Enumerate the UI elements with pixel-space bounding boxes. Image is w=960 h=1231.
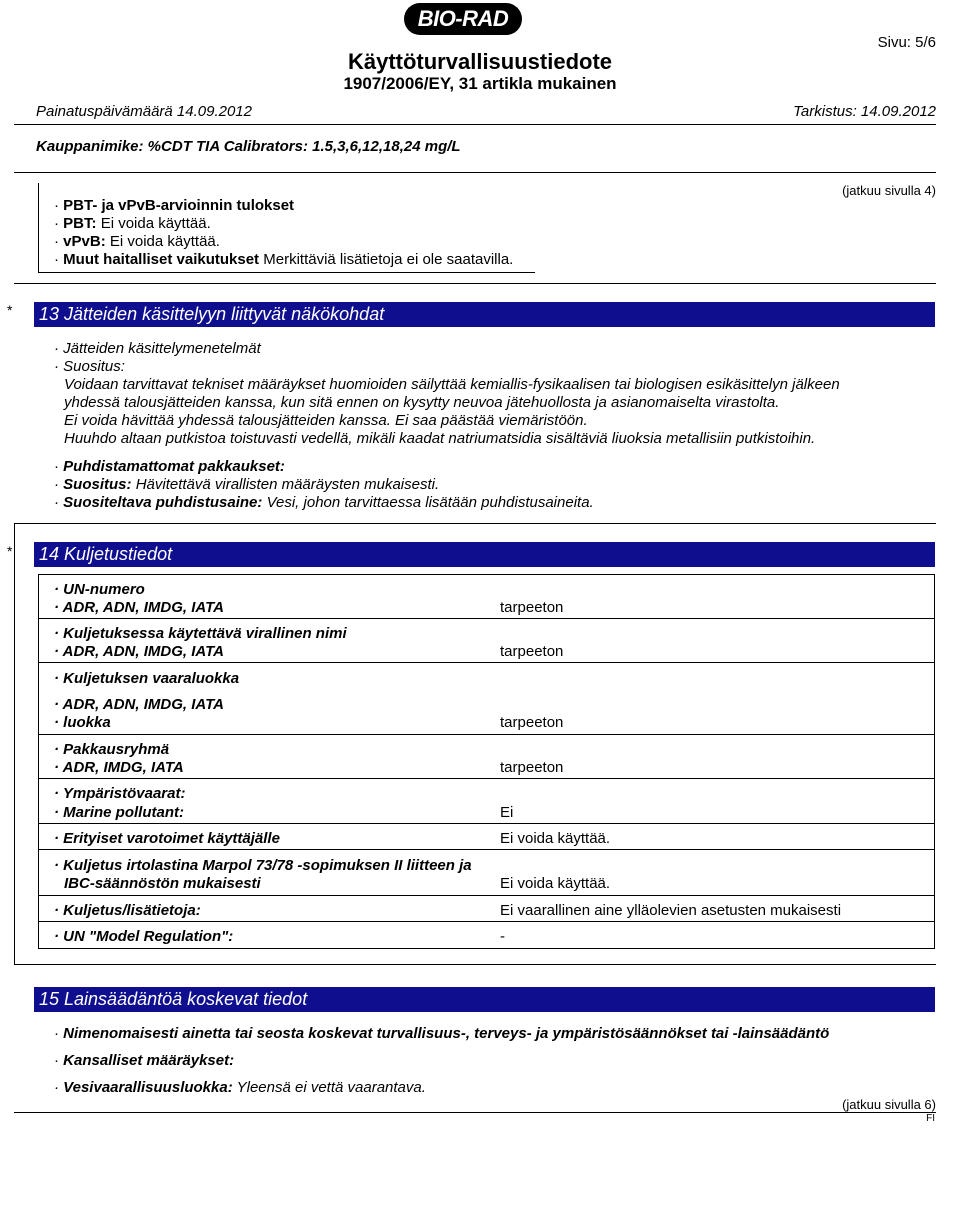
pg-adr-label: · ADR, IMDG, IATA <box>54 759 184 776</box>
additional-info-label: · Kuljetus/lisätietoja: <box>54 902 201 919</box>
product-name: Kauppanimike: %CDT TIA Calibrators: 1.5,3,6,12,18,24 mg/L <box>36 138 461 155</box>
water-hazard-class: · Vesivaarallisuusluokka: Yleensä ei vettä vaarantava. <box>54 1079 426 1096</box>
row-divider <box>38 618 935 619</box>
disposal-text-1: Voidaan tarvittavat tekniset määräykset huomioiden säilyttää kemiallis-fysikaalisen tai biologisen esikäsittelyn jälkeen <box>64 376 840 393</box>
row-divider <box>38 778 935 779</box>
regulations-line: · Nimenomaisesti ainetta tai seosta koskevat turvallisuus-, terveys- ja ympäristösäännökset tai -lainsäädäntö <box>54 1025 830 1042</box>
product-divider <box>14 172 936 173</box>
document-title: Käyttöturvallisuustiedote <box>347 49 613 74</box>
sec14-left-rule <box>14 523 15 964</box>
footer-rule <box>14 1112 936 1113</box>
row-divider <box>38 895 935 896</box>
hazard-class-label: · Kuljetuksen vaaraluokka <box>54 670 240 687</box>
bulk-transport-label-2: IBC-säännöstön mukaisesti <box>64 875 261 892</box>
section-15-header: 15 Lainsäädäntöä koskevat tiedot <box>34 987 935 1012</box>
pbt-bottom-rule <box>38 272 535 273</box>
revision-date: Tarkistus: 14.09.2012 <box>793 103 936 120</box>
name-adr-label: · ADR, ADN, IMDG, IATA <box>54 643 224 660</box>
row-divider <box>38 662 935 663</box>
sec13-marker: * <box>7 302 13 318</box>
un-number-label: · UN-numero <box>54 581 145 598</box>
model-regulation-value: - <box>500 928 505 945</box>
recommendation-label: · Suositus: <box>54 358 125 375</box>
vpvb-row: · vPvB: Ei voida käyttää. <box>54 233 220 250</box>
marine-pollutant-label: · Marine pollutant: <box>54 804 184 821</box>
un-adr-label: · ADR, ADN, IMDG, IATA <box>54 599 224 616</box>
other-effects-row: · Muut haitalliset vaikutukset Merkittäviä lisätietoja ei ole saatavilla. <box>54 251 514 268</box>
row-divider <box>38 849 935 850</box>
cleaning-agent: · Suositeltava puhdistusaine: Vesi, johon tarvittaessa lisätään puhdistusaineita. <box>54 494 594 511</box>
continued-to-note: (jatkuu sivulla 6) <box>842 1097 936 1112</box>
shipping-name-label: · Kuljetuksessa käytettävä virallinen nimi <box>54 625 347 642</box>
marine-pollutant-value: Ei <box>500 804 514 821</box>
bio-rad-logo: BIO-RAD <box>404 3 522 35</box>
continued-from-note: (jatkuu sivulla 4) <box>842 183 936 198</box>
sec13-top-rule <box>14 283 936 284</box>
pbt-row: · PBT: Ei voida käyttää. <box>54 215 211 232</box>
disposal-text-4: Huuhdo altaan putkistoa toistuvasti vedellä, mikäli kaadat natriumatsidia sisältäviä liuoksia metallisiin putkistoihin. <box>64 430 816 447</box>
uncleaned-packaging: · Puhdistamattomat pakkaukset: <box>54 458 285 475</box>
language-code: FI <box>926 1113 935 1124</box>
class-adr-label: · ADR, ADN, IMDG, IATA <box>54 696 224 713</box>
national-regulations: · Kansalliset määräykset: <box>54 1052 235 1069</box>
disposal-text-3: Ei voida hävittää yhdessä talousjätteiden kanssa. Ei saa päästää viemäristöön. <box>64 412 588 429</box>
packaging-recommendation: · Suositus: Hävitettävä virallisten määräysten mukaisesti. <box>54 476 440 493</box>
special-precautions-value: Ei voida käyttää. <box>500 830 611 847</box>
sec14-marker: * <box>7 543 13 559</box>
header-divider <box>14 124 936 125</box>
document-subtitle: 1907/2006/EY, 31 artikla mukainen <box>343 74 617 93</box>
sec14-bottom-rule <box>14 964 936 965</box>
sec14-top-rule <box>14 523 936 524</box>
page-number: Sivu: 5/6 <box>877 34 936 51</box>
disposal-text-2: yhdessä talousjätteiden kanssa, kun sitä ennen on kysytty neuvoa jätehuollosta ja asianomaiselta virastolta. <box>64 394 780 411</box>
pg-value: tarpeeton <box>500 759 564 776</box>
pbt-heading: · PBT- ja vPvB-arvioinnin tulokset <box>54 197 295 214</box>
disposal-methods: · Jätteiden käsittelymenetelmät <box>54 340 261 357</box>
env-hazards-label: · Ympäristövaarat: <box>54 785 186 802</box>
pbt-left-rule <box>38 183 39 272</box>
special-precautions-label: · Erityiset varotoimet käyttäjälle <box>54 830 280 847</box>
class-value: tarpeeton <box>500 714 564 731</box>
row-divider <box>38 734 935 735</box>
packing-group-label: · Pakkausryhmä <box>54 741 170 758</box>
row-divider <box>38 921 935 922</box>
additional-info-value: Ei vaarallinen aine ylläolevien asetusten mukaisesti <box>500 902 842 919</box>
bulk-transport-value: Ei voida käyttää. <box>500 875 611 892</box>
print-date: Painatuspäivämäärä 14.09.2012 <box>36 103 252 120</box>
row-divider <box>38 823 935 824</box>
bulk-transport-label-1: · Kuljetus irtolastina Marpol 73/78 -sopimuksen II liitteen ja <box>54 857 472 874</box>
model-regulation-label: · UN "Model Regulation": <box>54 928 234 945</box>
section-13-header: 13 Jätteiden käsittelyyn liittyvät näkökohdat <box>34 302 935 327</box>
name-value: tarpeeton <box>500 643 564 660</box>
section-14-header: 14 Kuljetustiedot <box>34 542 935 567</box>
un-value: tarpeeton <box>500 599 564 616</box>
class-label: · luokka <box>54 714 111 731</box>
